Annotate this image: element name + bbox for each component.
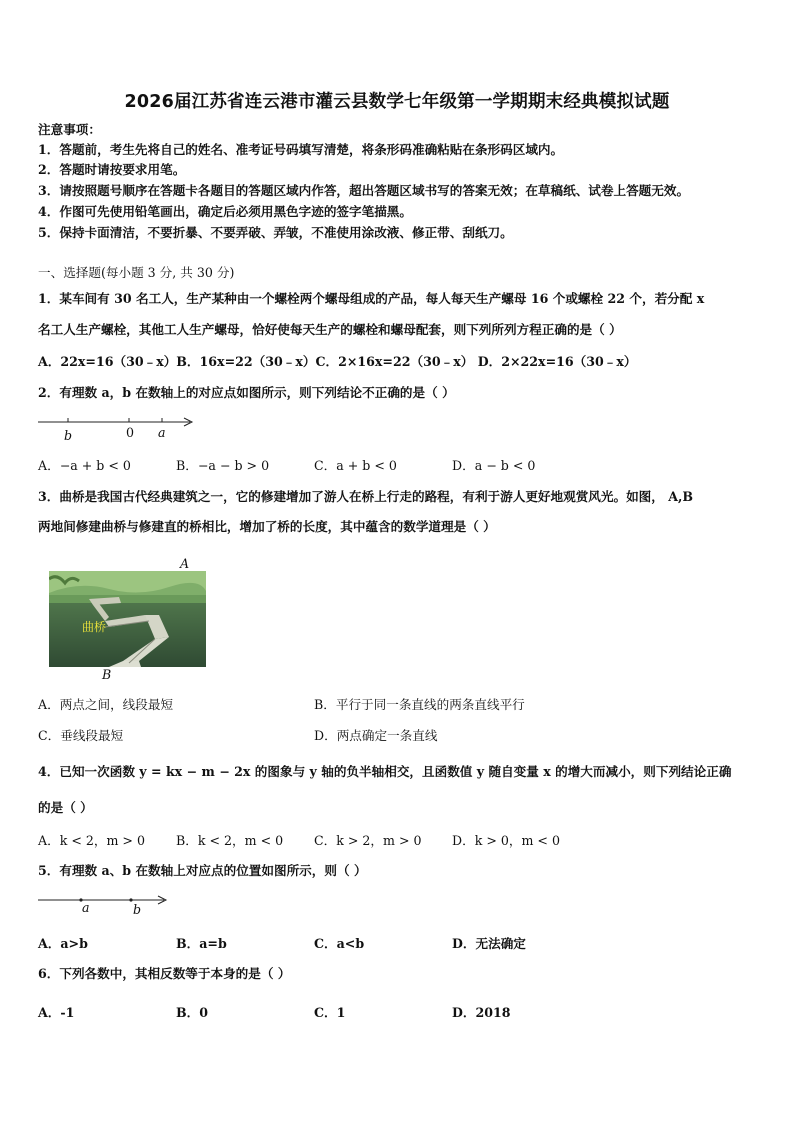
question-1-line-2: 名工人生产螺栓，其他工人生产螺母，恰好使每天生产的螺栓和螺母配套，则下列所列方程正确的是（ ）	[38, 322, 622, 337]
point-label-b: B	[102, 667, 112, 682]
option-b: B．−a − b > 0	[176, 458, 270, 473]
option-b: B．平行于同一条直线的两条直线平行	[314, 697, 525, 712]
notice-item: 4．作图可先使用铅笔画出，确定后必须用黑色字迹的签字笔描黑。	[38, 204, 412, 219]
notice-item: 1．答题前，考生先将自己的姓名、准考证号码填写清楚，将条形码准确粘贴在条形码区域内。	[38, 142, 564, 157]
option-a: A．两点之间，线段最短	[38, 697, 174, 712]
option-c: C．k > 2，m > 0	[314, 833, 422, 848]
option-c: C．垂线段最短	[38, 728, 124, 743]
question-3-line-1: 3．曲桥是我国古代经典建筑之一，它的修建增加了游人在桥上行走的路程，有利于游人更好地观赏风光。如图， A,B	[38, 489, 694, 504]
option-d: D．两点确定一条直线	[314, 728, 438, 743]
option-d: D．无法确定	[452, 936, 526, 951]
question-3-line-2: 两地间修建曲桥与修建直的桥相比，增加了桥的长度，其中蕴含的数学道理是（ ）	[38, 519, 496, 534]
axis-label-a: a	[158, 425, 166, 440]
axis-label-a: a	[82, 900, 90, 915]
section-heading: 一、选择题(每小题 3 分, 共 30 分)	[38, 265, 235, 280]
axis-label-b: b	[133, 902, 142, 917]
question-1-line-1: 1．某车间有 30 名工人，生产某种由一个螺栓两个螺母组成的产品，每人每天生产螺母 16 个或螺栓 22 个，若分配 x	[38, 291, 705, 306]
option-c: C．1	[314, 1005, 346, 1020]
page-title: 2026届江苏省连云港市灌云县数学七年级第一学期期末经典模拟试题	[124, 92, 670, 112]
option-c: C．a<b	[314, 936, 365, 951]
question-6-stem: 6．下列各数中，其相反数等于本身的是（ ）	[38, 966, 291, 981]
photo-caption: 曲桥	[82, 620, 107, 634]
option-c: C．a + b < 0	[314, 458, 397, 473]
question-4-line-2: 的是（ ）	[38, 800, 93, 815]
bridge-photo	[49, 571, 206, 667]
option-d: D．2018	[452, 1005, 511, 1020]
question-5-stem: 5．有理数 a、b 在数轴上对应点的位置如图所示，则（ ）	[38, 863, 367, 878]
option-a: A．−a + b < 0	[38, 458, 131, 473]
option-a: A．a>b	[38, 936, 88, 951]
option-b: B．k < 2，m < 0	[176, 833, 284, 848]
option-d: D．a − b < 0	[452, 458, 536, 473]
notice-item: 2．答题时请按要求用笔。	[38, 162, 186, 177]
option-b: B．0	[176, 1005, 209, 1020]
question-1-options: A．22x=16（30﹣x）B．16x=22（30﹣x）C．2×16x=22（30﹣x） D．2×22x=16（30﹣x）	[38, 354, 637, 369]
option-a: A．-1	[38, 1005, 75, 1020]
notice-heading: 注意事项：	[38, 122, 101, 137]
option-b: B．a=b	[176, 936, 227, 951]
number-line-q2	[36, 412, 201, 444]
point-label-a: A	[180, 556, 190, 571]
option-a: A．k < 2，m > 0	[38, 833, 145, 848]
number-line-q5	[36, 892, 176, 912]
option-d: D．k > 0，m < 0	[452, 833, 561, 848]
notice-item: 5．保持卡面清洁，不要折暴、不要弄破、弄皱，不准使用涂改液、修正带、刮纸刀。	[38, 225, 513, 240]
axis-label-b: b	[64, 428, 73, 443]
axis-label-0: 0	[126, 425, 135, 440]
notice-item: 3．请按照题号顺序在答题卡各题目的答题区域内作答，超出答题区域书写的答案无效；在草稿纸、试卷上答题无效。	[38, 183, 690, 198]
question-2-stem: 2．有理数 a，b 在数轴上的对应点如图所示，则下列结论不正确的是（ ）	[38, 385, 455, 400]
question-4-line-1: 4．已知一次函数 y = kx − m − 2x 的图象与 y 轴的负半轴相交，且函数值 y 随自变量 x 的增大而减小，则下列结论正确	[38, 764, 732, 779]
